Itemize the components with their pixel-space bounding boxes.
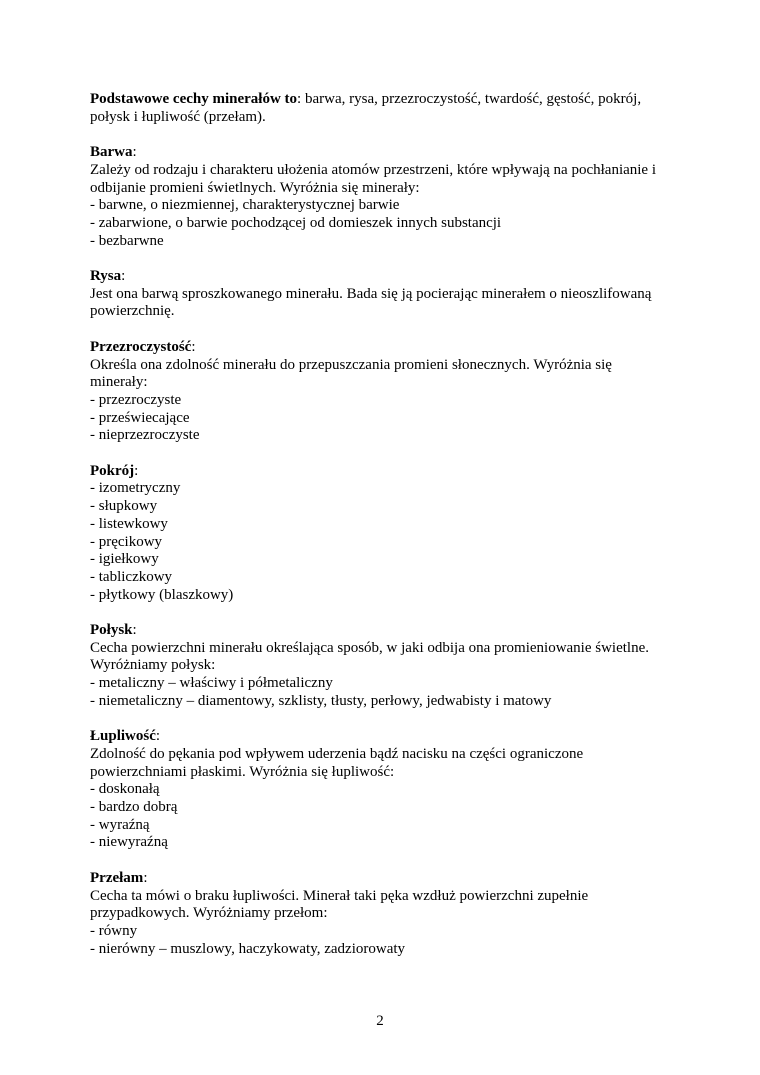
list-item: - przezroczyste xyxy=(90,391,182,408)
body-line: odbijanie promieni świetlnych. Wyróżnia się minerały: xyxy=(90,179,420,196)
section-heading xyxy=(90,144,680,162)
heading-przelam: Przełam xyxy=(90,869,144,886)
document-page xyxy=(90,91,680,976)
heading-colon: : xyxy=(132,622,137,639)
list-item: - płytkowy (blaszkowy) xyxy=(90,586,234,603)
section-heading xyxy=(90,622,680,640)
heading-colon: : xyxy=(121,268,126,284)
section-przezroczystosc xyxy=(90,339,680,445)
section-heading xyxy=(90,728,680,746)
body-line: powierzchniami płaskimi. Wyróżnia się łupliwość: xyxy=(90,763,395,780)
section-barwa xyxy=(90,144,680,250)
list-item: - igiełkowy xyxy=(90,551,159,568)
heading-colon: : xyxy=(132,144,137,161)
body-line: Cecha ta mówi o braku łupliwości. Minerał taki pęka wzdłuż powierzchni zupełnie xyxy=(90,887,589,904)
body-line: Cecha powierzchni minerału określająca sposób, w jaki odbija ona promieniowanie świetlne. xyxy=(90,639,649,656)
intro-text-line-1: : barwa, rysa, przezroczystość, twardość, gęstość, pokrój, xyxy=(297,91,642,107)
list-item: - barwne, o niezmiennej, charakterystycznej barwie xyxy=(90,197,400,214)
body-line: minerały: xyxy=(90,374,148,391)
list-item: - równy xyxy=(90,922,138,939)
heading-rysa: Rysa xyxy=(90,268,122,284)
body-line: powierzchnię. xyxy=(90,303,175,320)
body-line: Określa ona zdolność minerału do przepuszczania promieni słonecznych. Wyróżnia się xyxy=(90,356,612,373)
heading-polysk: Połysk xyxy=(90,622,133,639)
heading-barwa: Barwa xyxy=(90,144,133,161)
heading-pokroj: Pokrój xyxy=(90,462,135,479)
list-item: - bezbarwne xyxy=(90,232,164,249)
section-heading xyxy=(90,339,680,357)
list-item: - doskonałą xyxy=(90,781,160,798)
intro-line-1 xyxy=(90,91,680,109)
list-item: - nieprzezroczyste xyxy=(90,427,200,444)
section-polysk xyxy=(90,622,680,711)
page-number: 2 xyxy=(376,1013,384,1029)
section-przelam xyxy=(90,870,680,959)
intro-paragraph xyxy=(90,91,680,126)
heading-colon: : xyxy=(143,869,148,886)
heading-lupliwosc: Łupliwość xyxy=(90,728,156,745)
list-item: - przeświecające xyxy=(90,409,190,426)
section-heading xyxy=(90,463,680,481)
section-heading xyxy=(90,870,680,888)
heading-colon: : xyxy=(155,728,161,745)
section-pokroj xyxy=(90,463,680,605)
list-item: - wyraźną xyxy=(90,816,150,833)
body-line: Zdolność do pękania pod wpływem uderzenia bądź nacisku na części ograniczone xyxy=(90,745,584,762)
list-item: - metaliczny – właściwy i półmetaliczny xyxy=(90,675,333,692)
body-line: przypadkowych. Wyróżniamy przełom: xyxy=(90,905,328,922)
section-heading xyxy=(90,268,680,286)
body-line: Zależy od rodzaju i charakteru ułożenia atomów przestrzeni, które wpływają na pochłanianie i xyxy=(90,161,657,178)
heading-colon: : xyxy=(134,462,139,479)
heading-przezroczystosc: Przezroczystość xyxy=(90,338,192,355)
body-line: Jest ona barwą sproszkowanego minerału. Bada się ją pocierając minerałem o nieoszlifowaną xyxy=(90,285,652,302)
intro-bold-lead: Podstawowe cechy minerałów to xyxy=(90,91,298,107)
heading-colon: : xyxy=(191,338,196,355)
body-line: Wyróżniamy połysk: xyxy=(90,657,216,674)
section-rysa xyxy=(90,268,680,321)
list-item: - nierówny – muszlowy, haczykowaty, zadziorowaty xyxy=(90,940,406,957)
intro-text-line-2: połysk i łupliwość (przełam). xyxy=(90,108,266,125)
section-lupliwosc xyxy=(90,728,680,852)
list-item: - listewkowy xyxy=(90,515,168,532)
list-item: - tabliczkowy xyxy=(90,568,173,585)
list-item: - pręcikowy xyxy=(90,533,163,550)
list-item: - bardzo dobrą xyxy=(90,799,178,816)
list-item: - izometryczny xyxy=(90,480,181,497)
list-item: - słupkowy xyxy=(90,498,158,515)
list-item: - niewyraźną xyxy=(90,834,168,851)
list-item: - zabarwione, o barwie pochodzącej od domieszek innych substancji xyxy=(90,214,502,231)
list-item: - niemetaliczny – diamentowy, szklisty, tłusty, perłowy, jedwabisty i matowy xyxy=(90,692,552,709)
